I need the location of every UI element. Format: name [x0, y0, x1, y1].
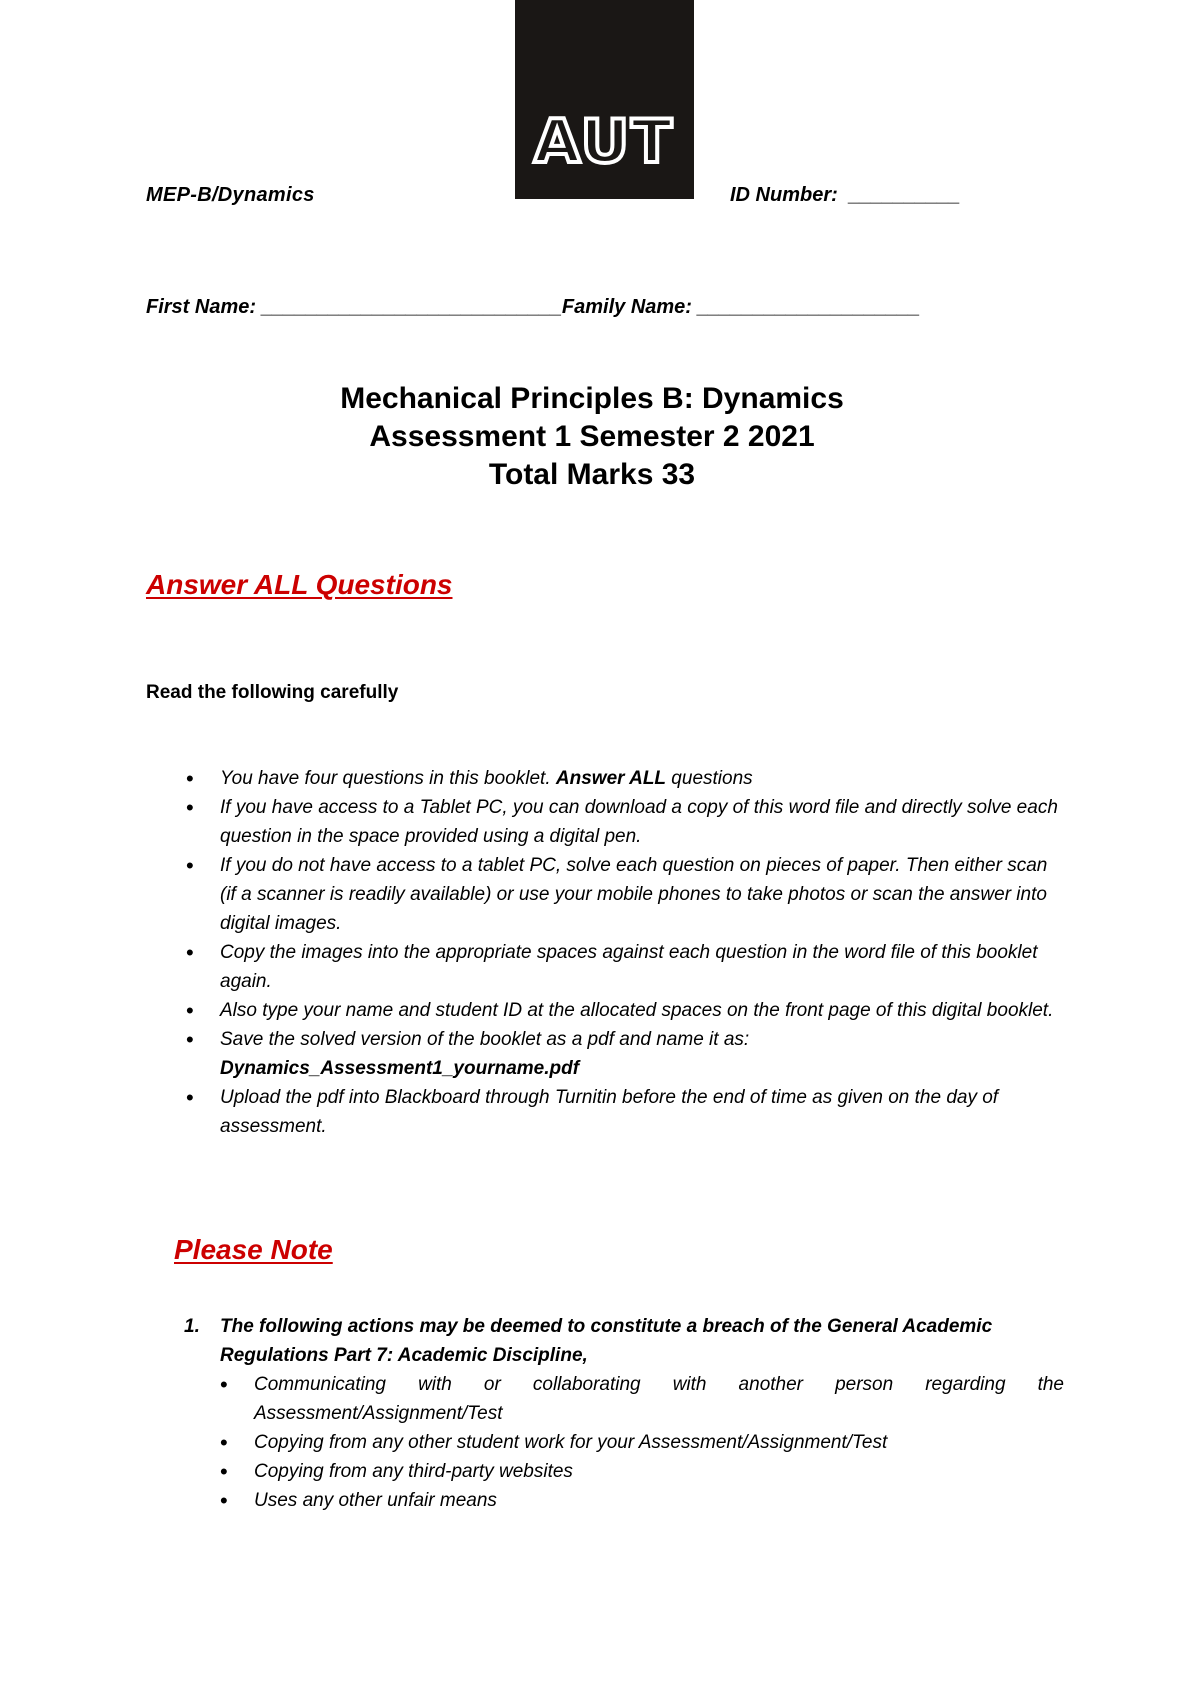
instructions-intro: Read the following carefully	[146, 682, 399, 703]
answer-all-heading: Answer ALL Questions	[146, 569, 453, 600]
document-title	[0, 380, 1200, 494]
note-number: 1.	[184, 1316, 200, 1337]
breach-action-item: • Communicating with or collaborating with another person regarding the Assessment/Assignment/Test	[220, 1370, 1064, 1428]
instruction-item: • If you do not have access to a tablet PC, solve each question on pieces of paper. Then either scan (if a scanner is readily available) or use your mobile phones to take photos or scan the answer into digital images.	[186, 851, 1066, 938]
instruction-item: • Copy the images into the appropriate spaces against each question in the word file of this booklet again.	[186, 938, 1066, 996]
aut-logo-mark	[515, 0, 694, 199]
notes-list	[184, 1312, 1064, 1515]
instructions-list	[186, 764, 1066, 1141]
note-item	[184, 1312, 1064, 1370]
breach-actions-list	[220, 1370, 1064, 1515]
instruction-item: • If you have access to a Tablet PC, you can download a copy of this word file and directly solve each question in the space provided using a digital pen.	[186, 793, 1066, 851]
name-fields-line[interactable]: First Name: ___________________________Family Name: ____________________	[146, 296, 920, 318]
aut-logo	[515, 0, 694, 199]
instruction-item: • Save the solved version of the booklet as a pdf and name it as: Dynamics_Assessment1_yourname.pdf	[186, 1025, 1066, 1083]
instruction-item: • Upload the pdf into Blackboard through Turnitin before the end of time as given on the day of assessment.	[186, 1083, 1066, 1141]
title-line-2: Assessment 1 Semester 2 2021	[369, 420, 815, 453]
aut-logo-text: AUT	[533, 107, 675, 177]
breach-action-item: • Copying from any third-party websites	[220, 1457, 1064, 1486]
title-line-1: Mechanical Principles B: Dynamics	[340, 382, 844, 415]
title-line-3: Total Marks 33	[488, 458, 696, 491]
id-number-field[interactable]: ID Number: __________	[730, 184, 961, 206]
please-note-heading: Please Note	[174, 1234, 333, 1265]
instruction-item: • You have four questions in this booklet. Answer ALL questions	[186, 764, 1066, 793]
note-text: The following actions may be deemed to constitute a breach of the General Academic Regulations Part 7: Academic Discipline,	[220, 1316, 993, 1366]
instruction-item: • Also type your name and student ID at the allocated spaces on the front page of this digital booklet.	[186, 996, 1066, 1025]
breach-action-item: • Copying from any other student work for your Assessment/Assignment/Test	[220, 1428, 1064, 1457]
course-code: MEP-B/Dynamics	[146, 184, 315, 206]
breach-action-item: • Uses any other unfair means	[220, 1486, 1064, 1515]
